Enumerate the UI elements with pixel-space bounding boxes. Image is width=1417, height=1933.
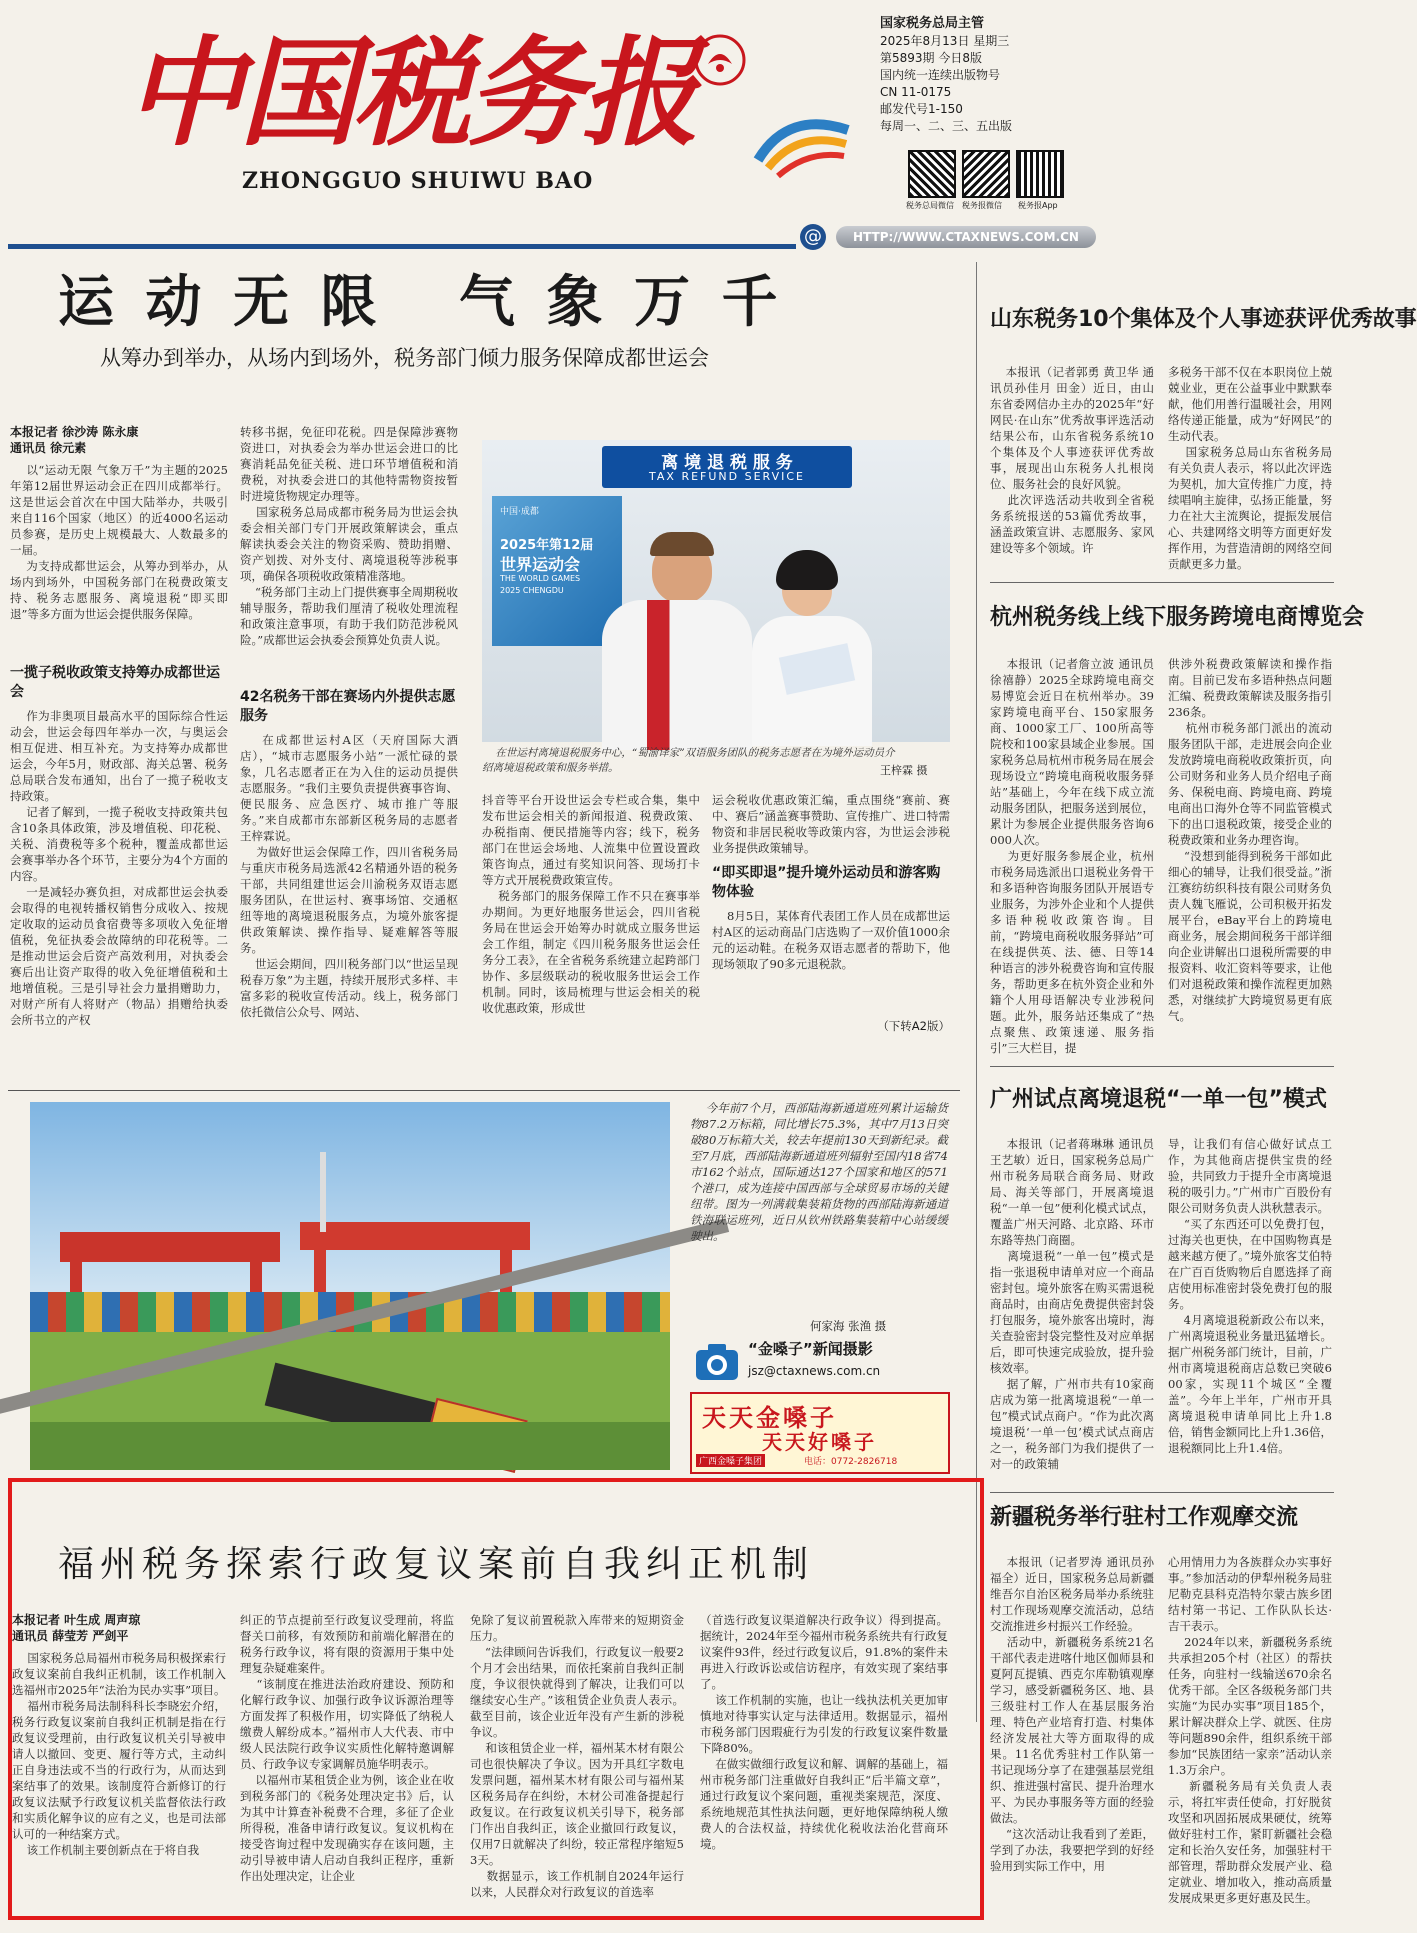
qr-label: 税务总局微信 [906, 201, 954, 210]
lead-subheadline: 从筹办到举办，从场内到场外，税务部门倾力服务保障成都世运会 [100, 346, 709, 370]
fuzhou-byline: 本报记者 叶生成 周声琼 通讯员 薛莹芳 严剑平 [12, 1613, 141, 1643]
lead-subhead-2: 42名税务干部在赛场内外提供志愿服务 [240, 689, 456, 724]
decorative-swirl-icon [748, 110, 858, 190]
sidebar-title-guangzhou: 广州试点离境退税“一单一包”模式 [990, 1087, 1327, 1112]
lead-column-4 [712, 792, 950, 1082]
shandong-col1-text: 本报讯（记者郭勇 黄卫华 通讯员孙佳月 田金）近日，由山东省委网信办主办的2025年“好网民·在山东”优秀故事评选活动结果公布，山东省税务系统10个集体及个人事迹获评优秀故事，展现出山东税务人扎根岗位、服务社会的良好风貌。 此次评选活动共收到全省税务系统报送的53篇优秀故事，涵盖政策宣讲、志愿服务、家风建设等多个领域。许 [990, 365, 1154, 555]
lead-subhead-1: 一揽子税收政策支持筹办成都世运会 [10, 665, 220, 700]
newspaper-emblem-icon [694, 34, 746, 86]
date-line: 2025年8月13日 星期三 [880, 34, 1010, 48]
train-caption-text: 今年前7个月，西部陆海新通道班列累计运输货物87.2万标箱，同比增长75.3%，其中7月13日突破80万标箱大关，较去年提前130天到新纪录。截至7月底，西部陆海新通道班列辐射至国内18省74市162个站点，国际通达127个国家和地区的571个港口，成为连接中国西部与全球贸易市场的关键纽带。图为一列满载集装箱货物的西部陆海新通道铁海联运班列，近日从钦州铁路集装箱中心站缓缓驶出。 [690, 1101, 948, 1243]
sidebar-title-hangzhou: 杭州税务线上线下服务跨境电商博览会 [990, 605, 1365, 630]
cn-line: CN 11-0175 [880, 85, 952, 99]
sidebar-rule [990, 1492, 1334, 1493]
fuzhou-col4-text: （首选行政复议渠道解决行政争议）得到提高。据统计，2024年至今福州市税务系统共有行政复议案件93件，经过行政复议后，91.8%的案件未再进入行政诉讼或信访程序，有效实现了案结事了。 该工作机制的实施，也让一线执法机关更加审慎地对待事实认定与法律适用。数据显示，福州市税务部门因瑕疵行为引发的行政复议案件数量下降80%。 在做实做细行政复议和解、调解的基础上，福州市税务部门注重做好自我纠正“后半篇文章”，通过行政复议个案问题，重视类案规范，深度、系统地规范其性执法问题，更好地保障纳税人缴费人的合法权益，持续优化税收法治化营商环境。 [700, 1613, 949, 1851]
xinjiang-col2-text: 心用情用力为各族群众办实事好事。”参加活动的伊犁州税务局驻尼勒克县科克浩特尔蒙古族乡团结村第一书记、工作队队长达·吉干表示。 2024年以来，新疆税务系统共承担205个村（社区）的帮扶任务，向驻村一线输送670余名优秀干部。全区各级税务部门共实施“为民办实事”项目185个，累计解决群众上学、就医、住房等问题890余件，组织系统干部参加“民族团结一家亲”活动认亲1.3万余户。 新疆税务局有关负责人表示，将扛牢责任使命，打好脱贫攻坚和巩固拓展成果硬仗，统筹做好驻村工作，紧盯新疆社会稳定和长治久安任务，加强驻村干部管理，帮助群众发展产业、稳定就业、增加收入，推动高质量发展成果更多更好惠及民生。 [1168, 1555, 1333, 1905]
qr-label: 税务报微信 [962, 201, 1002, 210]
sidebar-title-shandong: 山东税务10个集体及个人事迹获评优秀故事 [990, 307, 1417, 332]
masthead-rule [8, 244, 796, 249]
lead-col2b-text: 在成都世运村A区（天府国际大酒店），“城市志愿服务小站”一派忙碌的景象，几名志愿者正在为入住的运动员提供志愿服务。“我们主要负责提供赛事咨询、便民服务、应急医疗、城市推广等服务。”来自成都市东部新区税务局的志愿者王梓霖说。 为做好世运会保障工作，四川省税务局与重庆市税务局选派42名精通外语的税务干部，共同组建世运会川渝税务双语志愿服务团队，在世运村、赛事场馆、交通枢纽等地的离境退税服务点，为境外旅客提供政策解读、操作指导、疑难解答等服务。 世运会期间，四川税务部门以“世运呈现 税春万象”为主题，持续开展形式多样、丰富多彩的税收宣传活动。线上，税务部门依托微信公众号、网站、 [240, 733, 459, 1019]
lead-col2-text: 转移书据，免征印花税。四是保障涉赛物资进口，对执委会为举办世运会进口的比赛消耗品免征关税、进口环节增值税和消费税，对执委会进口的其他特需物资按暂时进境货物规定办理等。 国家税务总局成都市税务局为世运会执委会相关部门专门开展政策解读会，重点解读执委会关注的物资采购、赞助捐赠、资产划拨、对外支付、离境退税等涉税事项，确保各项税收政策精准落地。 “税务部门主动上门提供赛事全周期税收辅导服务，帮助我们厘清了税收处理流程和政策注意事项，有助于我们防范涉税风险。”成都世运会执委会预算处负责人说。 [240, 425, 459, 647]
lead-col4b-text: 8月5日，某体育代表团工作人员在成都世运村A区的运动商品门店选购了一双价值1000余元的运动鞋。在税务双语志愿者的帮助下，他现场领取了90多元退税款。 [712, 909, 951, 971]
photo-badge-name: “金嗓子”新闻摄影 [748, 1340, 873, 1358]
xinjiang-col1-text: 本报讯（记者罗涛 通讯员孙福全）近日，国家税务总局新疆维吾尔自治区税务局举办系统驻村工作现场观摩交流活动，总结交流推进乡村振兴工作经验。 活动中，新疆税务系统21名干部代表走进喀什地区伽师县和夏阿瓦提镇、西克尔库勒镇观摩学习，感受新疆税务区、地、县三级驻村工作人在基层服务治理、特色产业培育打造、村集体经济发展社大等方面取得的成果。11名优秀驻村工作队第一书记现场分享了在建强基层党组织、推进强村富民、提升治理水平、为民办事服务等方面的经验做法。 “这次活动让我看到了差距，学到了办法，我要把学到的好经验用到实际工作中，用 [990, 1555, 1155, 1873]
website-url-link[interactable]: HTTP://WWW.CTAXNEWS.COM.CN [836, 226, 1096, 248]
photo-banner-line2: 世界运动会 [500, 555, 581, 574]
qr-code-icon[interactable] [1016, 150, 1064, 198]
sidebar-title-xinjiang: 新疆税务举行驻村工作观摩交流 [990, 1505, 1299, 1530]
hangzhou-col2-text: 供涉外税费政策解读和操作指南。目前已发布多语种热点问题汇编、税费政策解读及服务指引236条。 杭州市税务部门派出的流动服务团队干部，走进展会向企业发放跨境电商税收政策折页，向公司财务和业务人员介绍电子商务、保税电商、跨境电商、跨境电商出口海外仓等不同监管模式下的出口退税政策，接受企业的税费政策和业务办理咨询。 “没想到能得到税务干部如此细心的辅导，让我们很受益。”浙江赛纺纺织科技有限公司财务负责人魏飞雁说，公司积极开拓发展平台，eBay平台上的跨境电商业务，展会期间税务干部详细向企业讲解出口退税所需要的申报资料、收汇资料等要求，让他们对退税政策和操作流程更加熟悉，对继续扩大跨境贸易更有底气。 [1168, 657, 1332, 1023]
sidebar-rule [990, 582, 1334, 583]
masthead-title: 中国税务报 [125, 23, 696, 162]
photo-sign-bottom: TAX REFUND SERVICE [649, 470, 805, 483]
issue-line: 第5893期 今日8版 [880, 51, 982, 65]
train-photo [30, 1102, 670, 1470]
qr-codes [908, 150, 1088, 212]
fuzhou-col2-text: 纠正的节点提前至行政复议受理前，将监督关口前移，有效预防和前端化解潜在的税务行政争议，将有限的资源用于集中处理复杂疑难案件。 “该制度在推进法治政府建设、预防和化解行政争议、加强行政争议诉源治理等方面发挥了积极作用，切实降低了纳税人缴费人解纷成本。”福州市人大代表、市中级人民法院行政争议实质性化解特邀调解员、行政争议专家调解员施华明表示。 以福州市某租赁企业为例，该企业在收到税务部门的《税务处理决定书》后，认为其中计算查补税费不合理，多征了企业所得税，准备申请行政复议。复议机构在接受咨询过程中发现确实存在该问题，主动引导被申请人启动自我纠正程序，重新作出处理决定，让企业 [240, 1613, 455, 1883]
masthead-info [880, 14, 1080, 135]
sidebar-rule [990, 1066, 1334, 1067]
lead-col1b-text: 作为非奥项目最高水平的国际综合性运动会，世运会每四年举办一次，与奥运会相互促进、相互补充。为支持筹办成都世运会，今年5月，财政部、海关总署、税务总局联合发布通知，出台了一揽子税收支持政策。 记者了解到，一揽子税收支持政策共包含10条具体政策，涉及增值税、印花税、关税、消费税等多个税种，覆盖成都世运会赛事举办各个环节，主要分为4个方面的内容。 一是减轻办赛负担，对成都世运会执委会取得的电视转播权销售分成收入、按规定收取的运动员食宿费等多项收入免征增值税，免征执委会故障纳的印花税等。二是推动世运会后资产高效利用，对执委会赛后出让资产取得的收入免征增值税和土地增值税。三是引导社会力量捐赠助力，对财产所有人将财产（物品）捐赠给执委会所书立的产权 [10, 709, 229, 1027]
schedule-line: 每周一、二、三、五出版 [880, 119, 1013, 133]
shandong-col2-text: 多税务干部不仅在本职岗位上兢兢业业，更在公益事业中默默奉献，他们用善行温暖社会，用网络传递正能量，成为“好网民”的生动代表。 国家税务总局山东省税务局有关负责人表示，将以此次评选为契机，加大宣传推广力度，持续唱响主旋律，弘扬正能量，努力在社大主流舆论，提振发展信心、共建网络文明等方面更好发挥作用，为营造清朗的网络空间贡献更多力量。 [1168, 365, 1332, 571]
photo-banner-line4: 2025 CHENGDU [500, 586, 564, 595]
lead-column-1 [10, 424, 228, 1074]
sponsor-line: 国家税务总局主管 [880, 16, 985, 31]
cn-label-line: 国内统一连续出版物号 [880, 68, 1001, 82]
fuzhou-headline: 福州税务探索行政复议案前自我纠正机制 [58, 1544, 815, 1585]
qr-code-icon[interactable] [962, 150, 1010, 198]
train-credit: 何家海 张渔 摄 [810, 1319, 887, 1333]
lead-continue-note: （下转A2版） [877, 1019, 950, 1033]
ad-company: 广西金嗓子集团 [696, 1454, 765, 1467]
lead-col1-text: 以“运动无限 气象万千”为主题的2025年第12届世界运动会正在四川成都举行。这是世运会首次在中国大陆举办，共吸引来自116个国家（地区）的近4000名运动员参赛，是历史上规模最大、人数最多的一届。 为支持成都世运会，从筹办到举办，从场内到场外，中国税务部门在税费政策支持、税务志愿服务、离境退税“即买即退”等多方面为世运会提供服务保障。 [10, 463, 229, 621]
ad-line-2: 天天好嗓子 [762, 1430, 877, 1454]
lead-subhead-3: “即买即退”提升境外运动员和游客购物体验 [712, 865, 941, 900]
lead-byline: 本报记者 徐沙涛 陈永康 通讯员 徐元素 [10, 425, 139, 455]
camera-icon [694, 1340, 740, 1386]
lead-col3-text: 抖音等平台开设世运会专栏或合集，集中发布世运会相关的新闻报道、税费政策、办税指南、便民措施等内容；线下，税务部门在世运会场地、人流集中位置设置政策咨询点，通过有奖知识问答、现场打卡等方式开展税费政策宣传。 税务部门的服务保障工作不只在赛事举办期间。为更好地服务世运会，四川省税务局在世运会开始筹办时就成立服务世运会工作组，制定《四川税务服务世运会任务分工表》，在全省税务系统建立起跨部门协作、多层级联动的税收服务世运会工作机制。同时，该局梳理与世运会相关的税收优惠政策，形成世 [482, 793, 701, 1015]
fuzhou-col1-text: 国家税务总局福州市税务局积极探索行政复议案前自我纠正机制，该工作机制入选福州市2025年“法治为民办实事”项目。 福州市税务局法制科科长李晓宏介绍，税务行政复议案前自我纠正机制是指在行政复议受理前，由行政复议机关引导被申请人以撤回、变更、履行等方式，主动纠正自身违法或不当的行政行为，从而达到案结事了的效果。该制度符合新修订的行政复议法赋予行政复议机关监督依法行政和实质化解争议的应有之义，也是司法部认可的一种结案方式。 该工作机制主要创新点在于将自我 [12, 1651, 227, 1857]
guangzhou-col1-text: 本报讯（记者蒋琳琳 通讯员王艺敏）近日，国家税务总局广州市税务局联合商务局、财政局、海关等部门，开展离境退税“一单一包”便利化模式试点，覆盖广州天河路、北京路、环市东路等热门商圈。 离境退税“一单一包”模式是指一张退税申请单对应一个商品密封包。境外旅客在购买需退税商品时，由商店免费提供密封袋打包服务，境外旅客出境时，海关查验密封袋完整性及对应单据后，即可快速完成验放，提升验核效率。 据了解，广州市共有10家商店成为第一批离境退税“一单一包”模式试点商户。“作为此次离境退税‘一单一包’模式试点商店之一，税务部门为我们提供了一对一的政策辅 [990, 1137, 1155, 1471]
lead-col4-text: 运会税收优惠政策汇编，重点围绕“赛前、赛中、赛后”涵盖赛事赞助、宣传推广、进口特需物资和非居民税收等政策内容，为世运会涉税业务提供政策辅导。 [712, 793, 950, 855]
ad-phone: 电话：0772-2826718 [804, 1457, 898, 1467]
qr-label: 税务报App [1018, 201, 1058, 210]
lead-column-2 [240, 424, 458, 1074]
jinsangzi-ad[interactable] [690, 1392, 950, 1474]
hangzhou-col1-text: 本报讯（记者詹立波 通讯员徐禧静）2025全球跨境电商交易博览会近日在杭州举办。39家跨境电商平台、150家服务商、1000家工厂、100所高等院校和100家县域企业参展。国家税务总局杭州市税务局在展会现场设立“跨境电商税收服务驿站”基础上，今年在线下成立流动服务团队，把服务送到展位，累计为参展企业提供服务咨询6000人次。 为更好服务参展企业，杭州市税务局选派出口退税业务骨干和多语种咨询服务团队开展语专业服务，为涉外企业和个人提供多语种税收政策咨询。目前，“跨境电商税收服务驿站”可在线提供英、法、德、日等14种语言的涉外税费咨询和宣传服务，帮助更多在杭外资企业和外籍个人用母语解决专业涉税问题。此外，服务站还集成了“热点聚焦、政策速递、服务指引”三大栏目，提 [990, 657, 1155, 1055]
lead-photo [482, 440, 950, 742]
postal-line: 邮发代号1-150 [880, 102, 963, 116]
lead-photo-credit: 王梓霖 摄 [880, 764, 928, 777]
photo-banner-small: 中国·成都 [500, 507, 539, 517]
section-rule [8, 1090, 960, 1091]
photo-banner-line3: THE WORLD GAMES [500, 574, 581, 583]
qr-code-icon[interactable] [908, 150, 956, 198]
guangzhou-col2-text: 导，让我们有信心做好试点工作，为其他商店提供宝贵的经验，共同致力于提升全市离境退税的吸引力。”广州市广百股份有限公司财务负责人洪秋慧表示。 “买了东西还可以免费打包，过海关也更快，在中国购物真是越来越方便了。”境外旅客艾伯特在广百百货购物后自愿选择了商店使用标准密封袋免费打包的服务。 4月离境退税新政公布以来，广州离境退税业务量迅猛增长。据广州税务部门统计，目前，广州市离境退税商店总数已突破600家，实现11个城区“全覆盖”。今年上半年，广州市开具离境退税申请单同比上升1.8倍，销售金额同比上升1.36倍，退税额同比上升1.4倍。 [1168, 1137, 1332, 1455]
photo-banner-line1: 2025年第12届 [500, 538, 594, 553]
masthead-pinyin: ZHONGGUO SHUIWU BAO [242, 168, 594, 194]
url-at-icon: @ [800, 224, 826, 250]
fuzhou-col3-text: 免除了复议前置税款入库带来的短期资金压力。 “法律顾问告诉我们，行政复议一般要2个月才会出结果，而依托案前自我纠正制度，争议很快就得到了解决，让我们可以继续安心生产。”该租赁企业负责人表示。截至目前，该企业近年没有产生新的涉税争议。 和该租赁企业一样，福州某木材有限公司也很快解决了争议。因为开具红字数电发票问题，福州某木材有限公司与福州某区税务局存在纠纷，木材公司准备提起行政复议。在行政复议机关引导下，税务部门作出自我纠正，该企业撤回行政复议，仅用7日就解决了纠纷，较正常程序缩短53天。 数据显示，该工作机制自2024年运行以来，人民群众对行政复议的首选率 [470, 1613, 685, 1899]
photo-sign-top: 离 境 退 税 服 务 [661, 453, 793, 473]
lead-headline: 运 动 无 限 气 象 万 千 [58, 270, 784, 335]
ad-line-1: 天天金嗓子 [702, 1403, 837, 1432]
photo-badge-email[interactable]: jsz@ctaxnews.com.cn [748, 1364, 881, 1378]
lead-photo-caption: 在世运村离境退税服务中心，“蜀渝译家”双语服务团队的税务志愿者在为境外运动员介绍离境退税政策和服务举措。 [482, 747, 895, 774]
fuzhou-column-1 [12, 1612, 226, 1908]
